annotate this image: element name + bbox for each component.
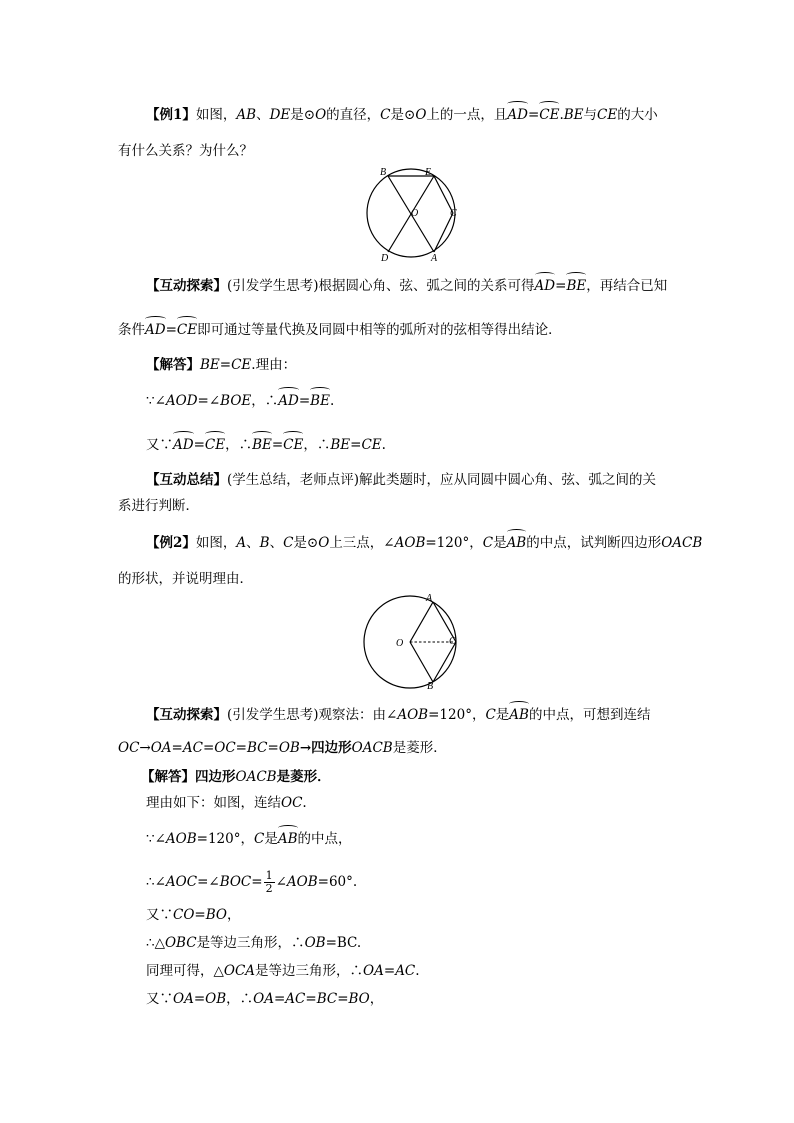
example1-tag: 【例1】 [146,107,196,123]
label-a: A [431,253,438,263]
answer2-line1: 【解答】四边形OACB是菱形． [141,769,331,785]
segment-ob [410,642,433,682]
label-b: B [380,167,387,178]
answer2-tag: 【解答】 [141,769,195,785]
example1-line1: 【例1】如图，AB、DE是⊙O的直径，C是⊙O上的一点，且AD=CE.BE与CE的大小 [146,107,658,123]
summary1-line1: 【互动总结】(学生总结，老师点评)解此类题时，应从同圆中圆心角、弦、弧之间的关 [146,472,657,488]
answer2-line2: 理由如下：如图，连结OC. [146,795,307,811]
segment-oa [410,602,433,642]
segment-cb [433,642,456,682]
arc-ce: CE [539,107,560,123]
figure-2-circle-diagram [360,592,460,692]
label-a: A [426,593,433,604]
label-e: E [425,167,432,178]
explore2-line2: OC→OA=AC=OC=BC=OB→四边形OACB是菱形． [118,740,447,756]
answer1-line1: 【解答】BE=CE.理由： [146,357,297,373]
answer2-line5: 又∵CO=BO， [146,907,241,923]
answer2-line4: ∴∠AOC=∠BOC= $\frac{1}{2}$ ∠AOB=60°. [146,869,358,895]
example2-tag: 【例2】 [146,535,196,551]
label-c: C [449,636,456,647]
explore1-tag: 【互动探索】 [146,278,227,294]
fraction-one-half: $\frac{1}{2}$ [265,869,273,895]
answer2-line3: ∵∠AOB=120°，C是AB的中点， [146,831,352,847]
label-c: C [450,208,457,219]
example2-line2: 的形状，并说明理由． [118,571,253,587]
summary1-line2: 系进行判断． [118,498,199,514]
arc-ad: AD [507,107,528,123]
explore1-line1: 【互动探索】(引发学生思考)根据圆心角、弦、弧之间的关系可得AD=BE，再结合已知 [146,278,668,294]
example1-line2: 有什么关系？为什么？ [118,143,253,159]
explore2-tag: 【互动探索】 [146,707,227,723]
answer1-line2: ∵∠AOD=∠BOE，∴AD=BE. [146,393,335,409]
answer2-line7: 同理可得，△OCA是等边三角形，∴OA=AC. [146,963,420,979]
example2-line1: 【例2】如图，A、B、C是⊙O上三点，∠AOB=120°，C是AB的中点，试判断四边形OACB [146,535,703,551]
figure-1-circle-diagram [355,163,465,263]
summary1-tag: 【互动总结】 [146,472,227,488]
answer1-line3: 又∵AD=CE，∴BE=CE，∴BE=CE. [146,437,386,453]
explore1-line2: 条件AD=CE即可通过等量代换及同圆中相等的弧所对的弦相等得出结论． [118,322,562,338]
answer2-line8: 又∵OA=OB，∴OA=AC=BC=BO， [146,991,384,1007]
explore2-line1: 【互动探索】(引发学生思考)观察法：由∠AOB=120°，C是AB的中点，可想到连结 [146,707,651,723]
answer2-line6: ∴△OBC是等边三角形，∴OB=BC. [146,935,362,951]
label-o: O [411,208,419,219]
label-d: D [381,253,389,263]
label-b: B [427,681,434,692]
label-o: O [396,638,404,649]
answer1-tag: 【解答】 [146,357,200,373]
